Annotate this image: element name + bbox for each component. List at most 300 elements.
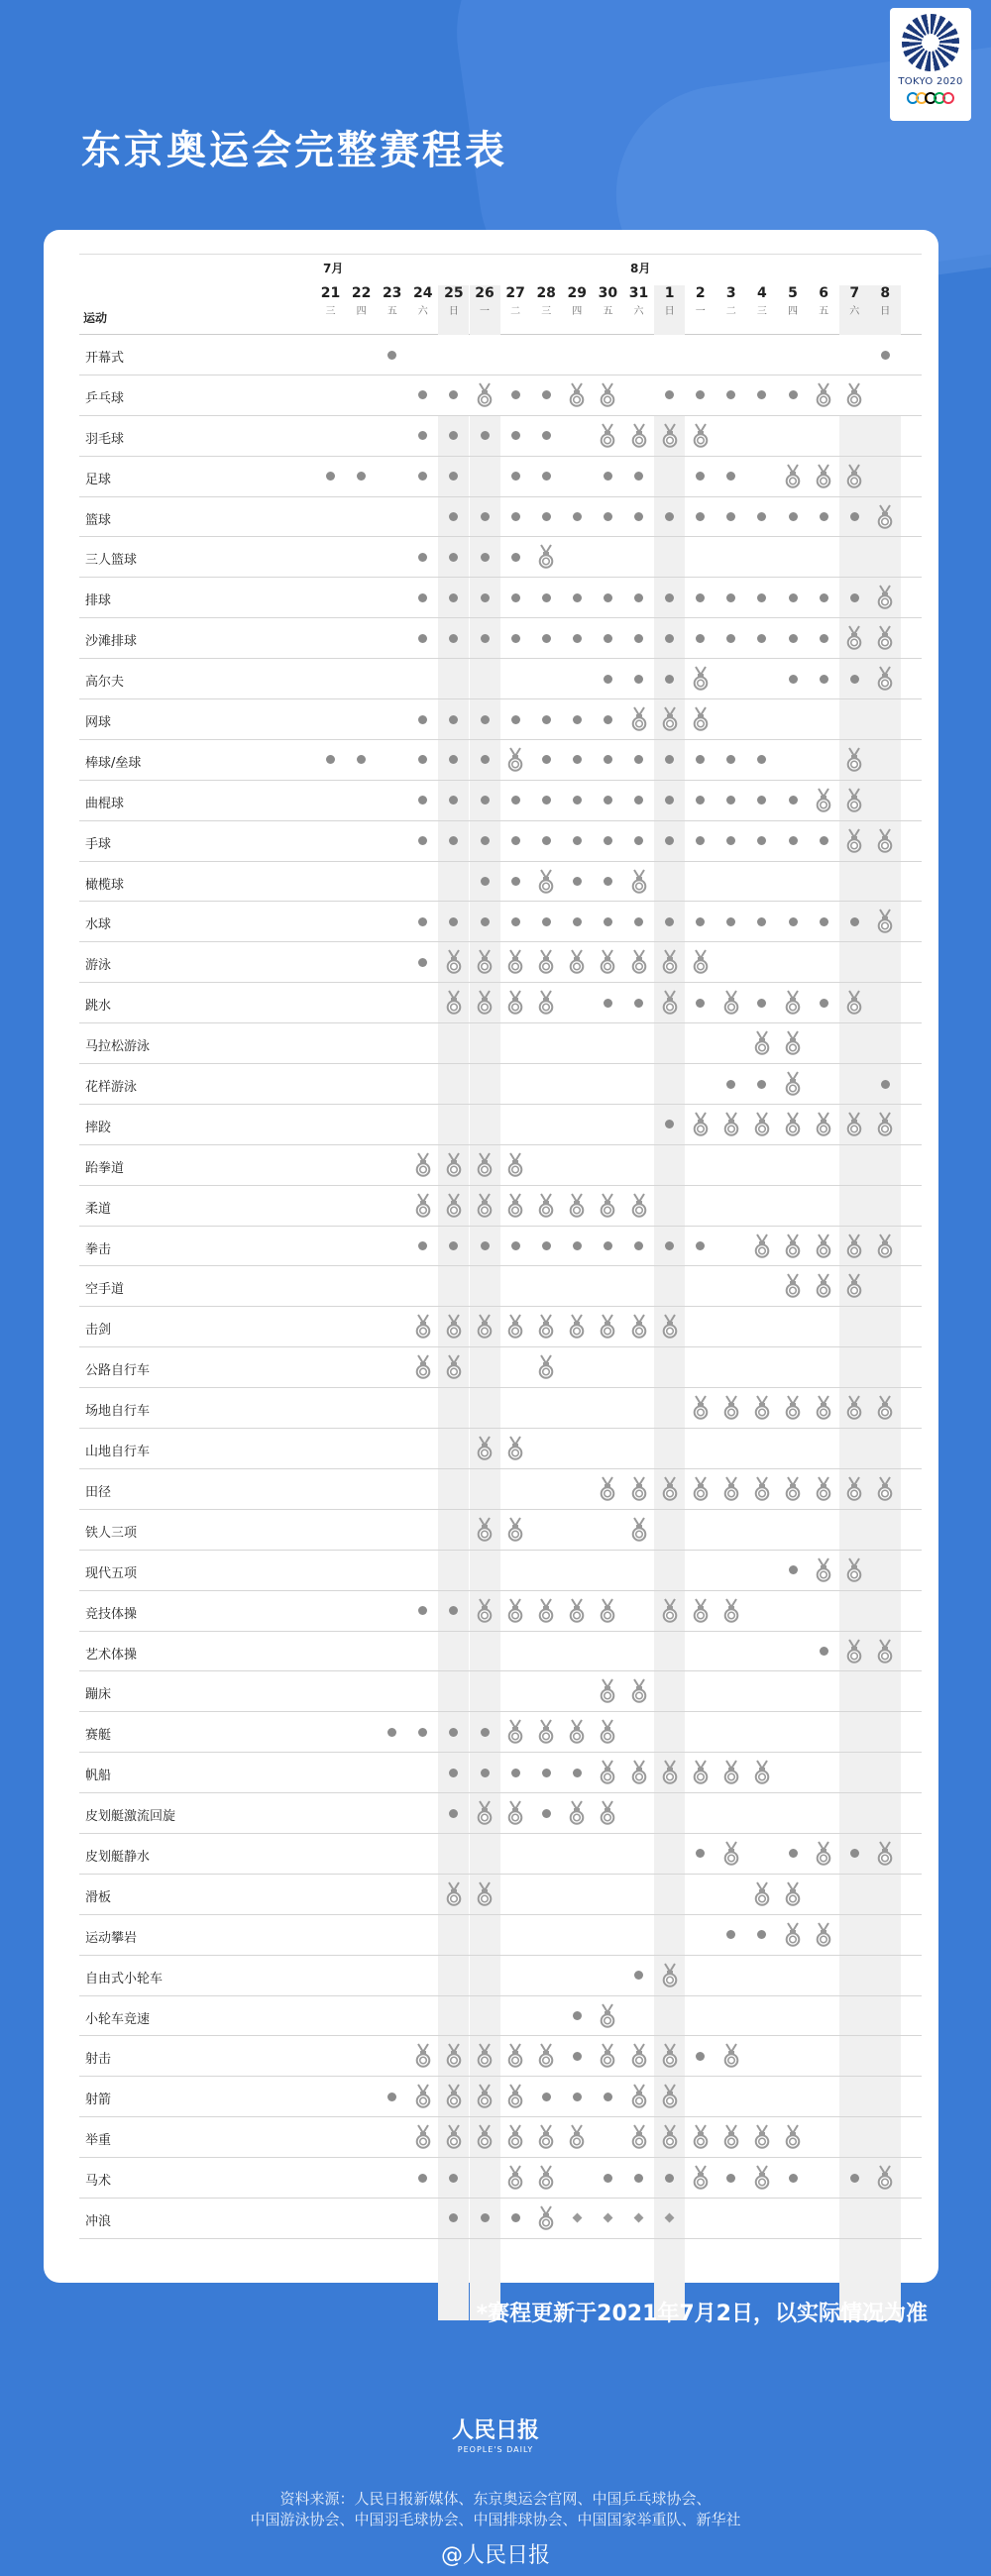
medal-event — [438, 1186, 469, 1226]
weekday-label: 六 — [849, 306, 860, 317]
competition-dot — [470, 699, 500, 739]
day-header — [870, 285, 901, 335]
dot-icon — [573, 593, 582, 602]
sport-row — [79, 1023, 922, 1064]
medal-icon — [568, 1800, 586, 1826]
medal-icon — [537, 990, 555, 1016]
competition-dot — [315, 457, 346, 496]
medal-icon — [753, 2124, 771, 2150]
medal-event — [531, 2117, 562, 2157]
competition-dot — [562, 578, 593, 617]
dot-icon — [573, 634, 582, 643]
medal-icon — [661, 1963, 679, 1988]
competition-dot — [778, 618, 809, 658]
competition-dot — [685, 618, 716, 658]
competition-dot — [654, 1227, 685, 1266]
medal-event — [500, 1510, 531, 1550]
medal-icon — [845, 1639, 863, 1664]
medal-icon — [506, 1517, 524, 1543]
sport-rows — [79, 335, 922, 2239]
competition-dot — [531, 457, 562, 496]
dot-icon — [696, 390, 705, 399]
medal-event — [746, 1875, 777, 1914]
brand-subtitle: PEOPLE'S DAILY — [457, 2445, 534, 2454]
medal-icon — [784, 1112, 802, 1137]
diamond-icon — [603, 2213, 612, 2223]
medal-icon — [630, 1678, 648, 1704]
competition-dot — [438, 1753, 469, 1792]
medal-icon — [876, 909, 894, 934]
medal-icon — [722, 990, 740, 1016]
medal-icon — [692, 1476, 710, 1502]
competition-dot — [562, 618, 593, 658]
medal-event — [407, 1307, 438, 1346]
weekday-label: 四 — [572, 306, 583, 317]
medal-icon — [845, 464, 863, 489]
competition-dot — [716, 578, 746, 617]
dot-icon — [665, 675, 674, 684]
dot-icon — [789, 836, 798, 845]
competition-dot — [500, 781, 531, 820]
dot-icon — [881, 1080, 890, 1089]
medal-event — [839, 740, 870, 780]
weekday-label: 日 — [880, 306, 891, 317]
medal-event — [623, 699, 654, 739]
medal-event — [470, 376, 500, 415]
sport-name: 棒球/垒球 — [85, 755, 142, 771]
dot-icon — [449, 512, 458, 521]
sport-name: 滑板 — [85, 1889, 112, 1905]
dot-icon — [449, 917, 458, 926]
competition-dot — [500, 1227, 531, 1266]
competition-dot — [593, 1227, 623, 1266]
medal-event — [407, 2077, 438, 2116]
medal-icon — [722, 2043, 740, 2069]
dot-icon — [665, 755, 674, 764]
competition-dot — [746, 376, 777, 415]
medal-icon — [845, 1273, 863, 1299]
medal-event — [623, 1671, 654, 1711]
medal-event — [438, 1307, 469, 1346]
medal-event — [746, 1227, 777, 1266]
dot-icon — [418, 755, 427, 764]
medal-event — [654, 2036, 685, 2076]
dot-icon — [418, 917, 427, 926]
medal-event — [870, 618, 901, 658]
medal-icon — [506, 2043, 524, 2069]
competition-dot — [562, 497, 593, 537]
medal-event — [746, 2117, 777, 2157]
dot-icon — [696, 634, 705, 643]
competition-dot — [778, 821, 809, 861]
medal-event — [685, 659, 716, 698]
weekday-label: 一 — [480, 306, 490, 317]
dot-icon — [634, 1971, 643, 1980]
day-number: 4 — [757, 285, 767, 301]
medal-icon — [784, 464, 802, 489]
dot-icon — [573, 1241, 582, 1250]
competition-dot — [315, 740, 346, 780]
dot-icon — [449, 593, 458, 602]
competition-dot — [778, 781, 809, 820]
dot-icon — [634, 512, 643, 521]
source-line: 中国游泳协会、中国羽毛球协会、中国排球协会、中国国家举重队、新华社 — [250, 2511, 741, 2528]
competition-dot — [593, 578, 623, 617]
medal-event — [470, 942, 500, 982]
sport-row — [79, 1753, 922, 1793]
medal-icon — [476, 1152, 494, 1178]
sport-name: 自由式小轮车 — [85, 1971, 164, 1986]
competition-dot — [438, 497, 469, 537]
sport-name: 跆拳道 — [85, 1160, 125, 1176]
dot-icon — [542, 2093, 551, 2101]
medal-event — [870, 821, 901, 861]
competition-dot — [562, 1996, 593, 2036]
dot-icon — [481, 917, 490, 926]
medal-icon — [753, 1760, 771, 1785]
ceremony-dot — [870, 335, 901, 375]
sport-row — [79, 740, 922, 781]
day-header — [809, 285, 839, 335]
dot-icon — [542, 917, 551, 926]
dot-icon — [726, 390, 735, 399]
dot-icon — [511, 553, 520, 562]
medal-event — [531, 1307, 562, 1346]
dot-icon — [634, 999, 643, 1008]
dot-icon — [449, 472, 458, 481]
medal-icon — [692, 1112, 710, 1137]
medal-icon — [599, 2003, 616, 2029]
medal-icon — [537, 1193, 555, 1219]
competition-dot — [531, 618, 562, 658]
competition-dot — [623, 781, 654, 820]
sport-row — [79, 376, 922, 416]
weibo-handle: @人民日报 — [440, 2543, 550, 2568]
dot-icon — [449, 755, 458, 764]
logo-text: TOKYO 2020 — [898, 76, 963, 87]
competition-dot — [654, 821, 685, 861]
dot-icon — [449, 796, 458, 805]
medal-event — [623, 1469, 654, 1509]
medal-icon — [506, 1193, 524, 1219]
dot-icon — [449, 1606, 458, 1615]
competition-dot — [407, 821, 438, 861]
dot-icon — [481, 715, 490, 724]
schedule-card — [44, 230, 938, 2283]
competition-dot — [716, 497, 746, 537]
tokyo-2020-logo — [890, 8, 971, 121]
medal-icon — [537, 1719, 555, 1745]
medal-icon — [445, 2043, 463, 2069]
medal-event — [870, 902, 901, 941]
medal-event — [870, 578, 901, 617]
medal-event — [716, 2117, 746, 2157]
dot-icon — [418, 390, 427, 399]
dot-icon — [511, 634, 520, 643]
medal-event — [438, 1347, 469, 1387]
medal-icon — [630, 869, 648, 895]
competition-dot — [407, 2158, 438, 2198]
medal-icon — [476, 1436, 494, 1461]
medal-event — [407, 2117, 438, 2157]
medal-icon — [753, 1112, 771, 1137]
medal-icon — [784, 2124, 802, 2150]
competition-dot — [407, 416, 438, 456]
medal-icon — [753, 2165, 771, 2191]
sport-row — [79, 983, 922, 1023]
medal-icon — [784, 1395, 802, 1421]
competition-dot — [470, 497, 500, 537]
medal-event — [593, 1469, 623, 1509]
dot-icon — [418, 553, 427, 562]
day-number: 8 — [880, 285, 891, 301]
competition-dot — [746, 1915, 777, 1955]
medal-event — [654, 983, 685, 1022]
medal-event — [562, 2117, 593, 2157]
competition-dot — [778, 2158, 809, 2198]
dot-icon — [573, 2052, 582, 2061]
competition-dot — [438, 1227, 469, 1266]
medal-icon — [630, 2084, 648, 2109]
medal-event — [500, 1712, 531, 1752]
dot-icon — [573, 917, 582, 926]
medal-icon — [692, 2124, 710, 2150]
dot-icon — [604, 715, 612, 724]
dot-icon — [634, 634, 643, 643]
medal-event — [654, 1591, 685, 1631]
dot-icon — [696, 1241, 705, 1250]
medal-event — [654, 1956, 685, 1995]
medal-event — [623, 1753, 654, 1792]
dot-icon — [604, 877, 612, 886]
medal-icon — [506, 747, 524, 773]
competition-dot — [438, 2158, 469, 2198]
medal-icon — [784, 1881, 802, 1907]
medal-event — [531, 2036, 562, 2076]
dot-icon — [511, 877, 520, 886]
day-number: 27 — [505, 285, 525, 301]
competition-dot — [407, 1712, 438, 1752]
competition-dot — [438, 578, 469, 617]
medal-icon — [445, 1354, 463, 1380]
sport-row — [79, 1671, 922, 1712]
medal-icon — [537, 1598, 555, 1624]
sport-name: 田径 — [85, 1484, 112, 1500]
competition-dot — [470, 821, 500, 861]
medal-icon — [876, 1639, 894, 1664]
competition-dot — [531, 1793, 562, 1833]
dot-icon — [757, 796, 766, 805]
medal-event — [470, 1429, 500, 1468]
competition-dot — [654, 497, 685, 537]
dot-icon — [511, 2213, 520, 2222]
competition-dot — [407, 699, 438, 739]
backup-day-marker — [562, 2199, 593, 2238]
medal-icon — [722, 1395, 740, 1421]
competition-dot — [407, 1591, 438, 1631]
medal-icon — [876, 2165, 894, 2191]
medal-event — [407, 2036, 438, 2076]
dot-icon — [726, 2174, 735, 2183]
medal-icon — [815, 1476, 832, 1502]
medal-event — [593, 1793, 623, 1833]
competition-dot — [470, 1712, 500, 1752]
olympic-emblem-icon — [902, 14, 959, 71]
medal-icon — [630, 949, 648, 975]
sport-row — [79, 2158, 922, 2199]
medal-icon — [506, 1719, 524, 1745]
sport-row — [79, 1469, 922, 1510]
sport-name: 小轮车竞速 — [85, 2011, 151, 2027]
competition-dot — [562, 740, 593, 780]
medal-icon — [784, 1273, 802, 1299]
medal-event — [746, 1388, 777, 1428]
medal-event — [531, 2199, 562, 2238]
competition-dot — [562, 781, 593, 820]
medal-event — [685, 416, 716, 456]
medal-event — [470, 2117, 500, 2157]
medal-icon — [630, 423, 648, 449]
medal-event — [500, 740, 531, 780]
medal-icon — [815, 1112, 832, 1137]
medal-icon — [445, 1152, 463, 1178]
dot-icon — [511, 390, 520, 399]
competition-dot — [500, 578, 531, 617]
medal-event — [716, 1469, 746, 1509]
medal-event — [623, 942, 654, 982]
medal-icon — [506, 1436, 524, 1461]
dot-icon — [449, 715, 458, 724]
dot-icon — [757, 634, 766, 643]
dot-icon — [326, 755, 335, 764]
competition-dot — [531, 578, 562, 617]
competition-dot — [407, 618, 438, 658]
schedule-table — [79, 254, 922, 2239]
dot-icon — [726, 472, 735, 481]
dot-icon — [481, 431, 490, 440]
medal-event — [685, 699, 716, 739]
competition-dot — [685, 781, 716, 820]
sport-row — [79, 1064, 922, 1105]
dot-icon — [481, 553, 490, 562]
competition-dot — [562, 902, 593, 941]
medal-icon — [537, 2124, 555, 2150]
dot-icon — [573, 796, 582, 805]
medal-icon — [661, 706, 679, 732]
medal-icon — [784, 1071, 802, 1097]
medal-icon — [876, 625, 894, 651]
competition-dot — [654, 659, 685, 698]
sport-row — [79, 1632, 922, 1672]
medal-event — [839, 1632, 870, 1671]
sport-name: 艺术体操 — [85, 1647, 138, 1663]
sport-row — [79, 1956, 922, 1996]
medal-icon — [506, 2165, 524, 2191]
competition-dot — [531, 497, 562, 537]
dot-icon — [820, 999, 828, 1008]
medal-icon — [630, 1476, 648, 1502]
dot-icon — [634, 593, 643, 602]
medal-icon — [784, 1234, 802, 1259]
dot-icon — [634, 917, 643, 926]
medal-event — [809, 1469, 839, 1509]
medal-event — [500, 1145, 531, 1185]
dot-icon — [850, 512, 859, 521]
day-number: 25 — [444, 285, 464, 301]
medal-event — [562, 1307, 593, 1346]
medal-icon — [845, 1112, 863, 1137]
medal-icon — [476, 1800, 494, 1826]
sport-row — [79, 1915, 922, 1956]
medal-event — [593, 416, 623, 456]
medal-event — [623, 1307, 654, 1346]
ceremony-dot — [377, 335, 407, 375]
medal-event — [500, 2036, 531, 2076]
competition-dot — [438, 699, 469, 739]
medal-event — [500, 1186, 531, 1226]
dot-icon — [604, 2093, 612, 2101]
dot-icon — [326, 472, 335, 481]
sport-name: 运动攀岩 — [85, 1930, 138, 1946]
medal-event — [438, 1875, 469, 1914]
medal-event — [438, 2077, 469, 2116]
competition-dot — [562, 2077, 593, 2116]
competition-dot — [809, 983, 839, 1022]
medal-icon — [630, 1517, 648, 1543]
medal-icon — [845, 1557, 863, 1583]
dot-icon — [634, 2174, 643, 2183]
sport-name: 开幕式 — [85, 351, 125, 366]
dot-icon — [511, 1241, 520, 1250]
medal-icon — [661, 1760, 679, 1785]
medal-event — [716, 2036, 746, 2076]
medal-icon — [537, 1354, 555, 1380]
medal-event — [531, 537, 562, 577]
competition-dot — [623, 618, 654, 658]
medal-event — [654, 2117, 685, 2157]
dot-icon — [789, 512, 798, 521]
medal-event — [623, 2077, 654, 2116]
competition-dot — [623, 659, 654, 698]
medal-icon — [568, 1719, 586, 1745]
dot-icon — [573, 1769, 582, 1777]
dot-icon — [789, 634, 798, 643]
dot-icon — [726, 836, 735, 845]
competition-dot — [500, 457, 531, 496]
medal-event — [438, 1145, 469, 1185]
competition-dot — [685, 2036, 716, 2076]
medal-event — [839, 1266, 870, 1306]
sport-row — [79, 1105, 922, 1145]
medal-event — [778, 983, 809, 1022]
dot-icon — [449, 634, 458, 643]
medal-icon — [661, 990, 679, 1016]
competition-dot — [778, 376, 809, 415]
day-number: 26 — [475, 285, 495, 301]
competition-dot — [346, 740, 377, 780]
competition-dot — [623, 821, 654, 861]
sport-name: 射击 — [85, 2052, 112, 2068]
dot-icon — [449, 390, 458, 399]
competition-dot — [407, 781, 438, 820]
medal-event — [531, 1347, 562, 1387]
competition-dot — [746, 821, 777, 861]
dot-icon — [726, 917, 735, 926]
dot-icon — [573, 512, 582, 521]
dot-icon — [357, 472, 366, 481]
medal-icon — [537, 544, 555, 570]
competition-dot — [654, 781, 685, 820]
